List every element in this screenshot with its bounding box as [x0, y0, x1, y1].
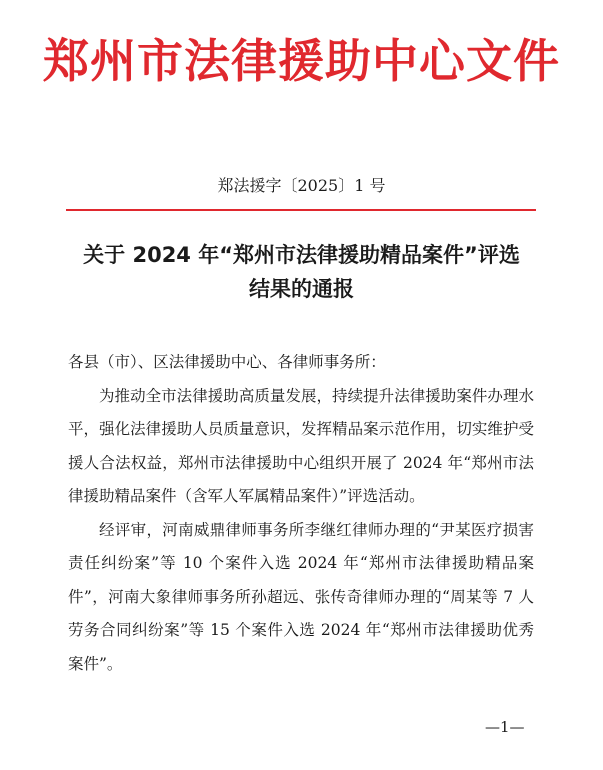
document-title [50, 238, 553, 306]
body-paragraph-2: 经评审，河南威鼎律师事务所李继红律师办理的“尹某医疗损害责任纠纷案”等 10 个案件入选 2024 年“郑州市法律援助精品案件”，河南大象律师事务所孙超远、张传奇律师办理的“周某等 7 人劳务合同纠纷案”等 15 个案件入选 2024 年“郑州市法律援助优秀案件”。 [68, 520, 534, 673]
title-line-1: 关于 2024 年“郑州市法律援助精品案件”评选 [83, 243, 520, 267]
body-paragraph-1: 为推动全市法律援助高质量发展，持续提升法律援助案件办理水平，强化法律援助人员质量意识，发挥精品案示范作用，切实维护受援人合法权益，郑州市法律援助中心组织开展了 2024 年“郑州市法律援助精品案件（含军人军属精品案件）”评选活动。 [68, 386, 534, 505]
document-header-title: 郑州市法律援助中心文件 [43, 34, 560, 88]
header-divider [66, 209, 536, 211]
title-line-2: 结果的通报 [249, 277, 354, 301]
salutation: 各县（市）、区法律援助中心、各律师事务所： [68, 353, 386, 371]
document-body [68, 346, 534, 681]
document-number: 郑法援字〔2025〕1 号 [217, 176, 386, 195]
page-number: —1— [485, 718, 525, 736]
